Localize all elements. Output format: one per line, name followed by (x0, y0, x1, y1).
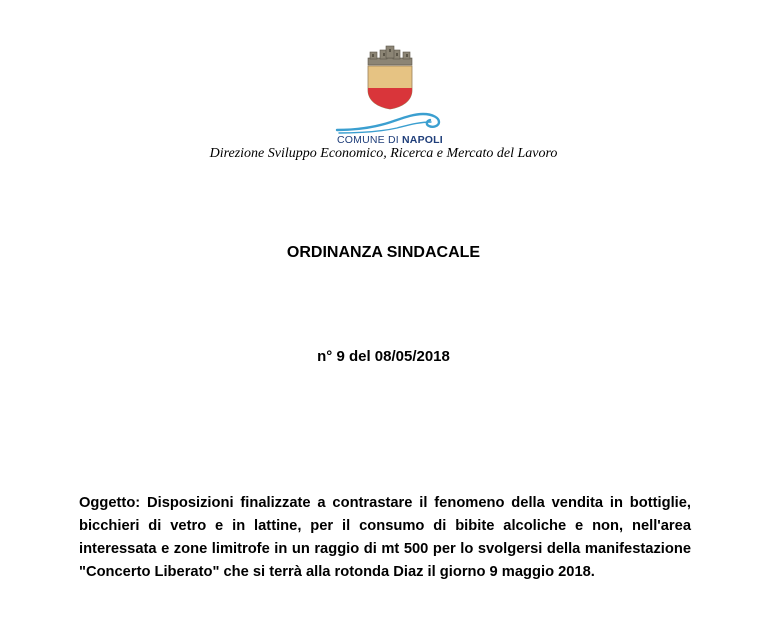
org-name-city: NAPOLI (402, 134, 443, 146)
org-name (337, 134, 443, 146)
municipal-logo (335, 44, 445, 148)
document-number-date: n° 9 del 08/05/2018 (317, 348, 450, 365)
subject-text: Disposizioni finalizzate a contrastare il fenomeno della vendita in bottiglie, bicchieri di vetro e in lattine, per il consumo di bibite alcoliche e non, nell'area interessata e zone limitrofe in un raggio di mt 500 per lo svolgersi della manifestazione "Concerto Liberato" che si terrà alla rotonda Diaz il giorno 9 maggio 2018. (79, 495, 691, 580)
waves-icon (335, 108, 445, 134)
subject-paragraph (79, 492, 691, 584)
document-type-heading: ORDINANZA SINDACALE (286, 244, 481, 261)
department-name: Direzione Sviluppo Economico, Ricerca e Mercato del Lavoro (209, 146, 558, 161)
subject-label: Oggetto: (79, 495, 141, 511)
org-name-prefix: COMUNE DI (337, 134, 402, 146)
crest-icon (362, 44, 418, 110)
